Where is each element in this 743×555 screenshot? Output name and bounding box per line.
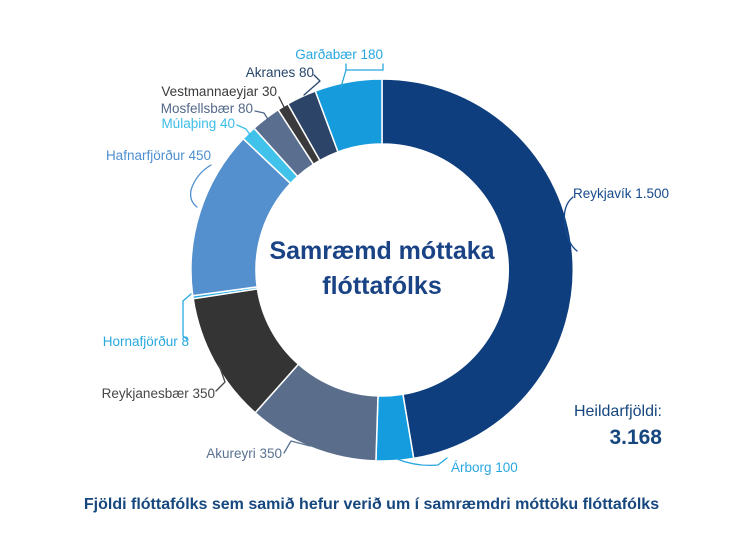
slice-label-reykjavik: Reykjavík 1.500 [573, 186, 670, 201]
center-title-line1: Samræmd móttaka [269, 237, 495, 265]
callout-vestmannaeyjar [279, 97, 284, 107]
slice-label-gardabaer: Garðabær 180 [295, 47, 383, 62]
slice-label-hafnarfjordur: Hafnarfjörður 450 [105, 148, 211, 163]
slice-label-hornafjordur: Hornafjörður 8 [102, 334, 189, 349]
slice-label-akranes: Akranes 80 [245, 65, 314, 80]
slice-label-reykjanesbaer: Reykjanesbær 350 [101, 386, 215, 401]
chart-caption: Fjöldi flóttafólks sem samið hefur verið um í samræmdri móttöku flóttafólks [83, 496, 660, 513]
slice-label-akureyri: Akureyri 350 [206, 446, 282, 461]
total-block [574, 402, 662, 450]
total-value: 3.168 [609, 426, 662, 449]
slice-label-mosfellsbaer: Mosfellsbær 80 [160, 101, 253, 116]
slice-label-mulathing: Múlaþing 40 [161, 116, 235, 131]
slice-label-arborg: Árborg 100 [451, 460, 518, 475]
chart-center-title [269, 234, 494, 304]
center-title-line2: flóttafólks [322, 272, 442, 300]
slice-label-vestmannaeyjar: Vestmannaeyjar 30 [161, 84, 277, 99]
total-label: Heildarfjöldi: [573, 403, 662, 420]
